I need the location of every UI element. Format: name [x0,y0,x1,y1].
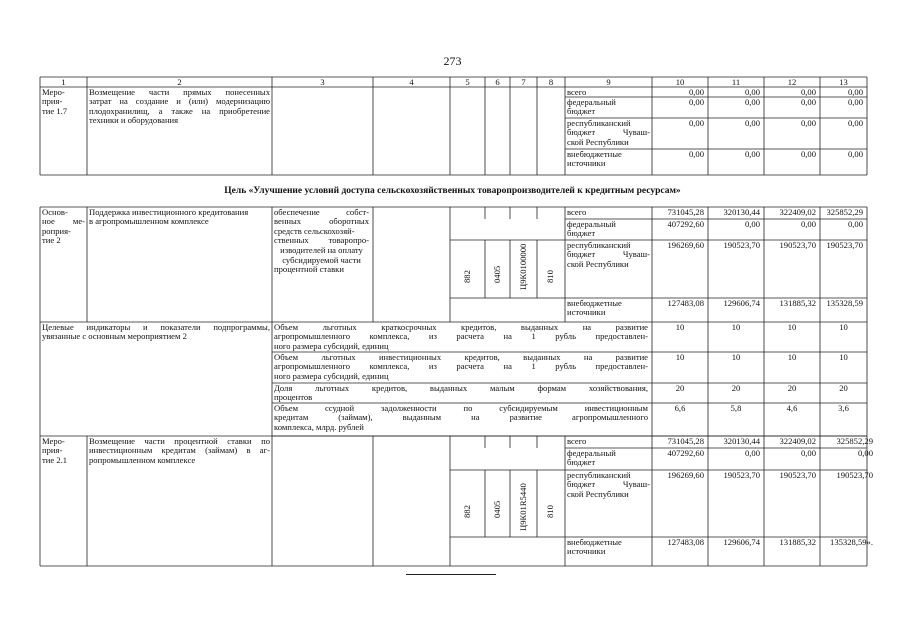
funding-source: федеральный [567,447,616,458]
indicator-text: кредитам (займам), выданным на развитие агропромышленного [274,412,648,423]
indicators-label: Целевые индикаторы и показатели подпрограммы, [42,321,270,332]
funding-value: 0,00 [847,117,863,128]
funding-source: всего [567,206,587,217]
column-number: 9 [606,76,611,87]
funding-value: 135328,59». [830,536,873,547]
indicator-value: 20 [731,382,741,393]
indicator-text: агропромышленного комплекса, из расчета на 1 рубль предоставлен- [274,331,648,342]
funding-value: 0,00 [800,447,816,458]
indicator-value: 20 [675,382,685,393]
indicator-value: 20 [839,382,848,393]
funding-value: 129606,74 [723,536,760,547]
funding-source: ской Республики [567,258,629,269]
funding-source: внебюджетные [567,148,622,159]
funding-value: 0,00 [847,86,863,97]
budget-code: 810 [545,505,555,518]
funding-value: 407292,60 [667,218,704,229]
column-number: 3 [320,76,325,87]
funding-source: федеральный [567,218,616,229]
goal-text: субсидируемой части [282,254,361,265]
column-number: 8 [548,76,554,87]
indicator-value: 6,6 [674,402,686,413]
measure-name: инвестиционным кредитам (займам) в аг- [89,445,270,456]
funding-source: федеральный [567,96,616,107]
funding-value: 190523,70 [779,469,816,480]
funding-value: 407292,60 [667,447,704,458]
funding-value: 129606,74 [723,297,760,308]
funding-source: внебюджетные [567,536,622,547]
funding-value: 190523,70 [826,239,863,250]
indicator-value: 3,6 [838,402,849,413]
funding-source: ской Республики [567,136,629,147]
funding-source: всего [567,86,587,97]
funding-source: ской Республики [567,488,629,499]
funding-value: 0,00 [800,117,816,128]
measure-name: Возмещение части прямых понесенных [89,86,270,97]
funding-value: 325852,29 [826,206,863,217]
funding-value: 0,00 [688,148,704,159]
goal-text: средств сельскохозяй- [274,225,355,236]
indicators-label: увязанные с основным мероприятием 2 [42,331,187,342]
funding-value: 135328,59 [826,297,863,308]
funding-value: 322409,02 [779,435,816,446]
goal-text: ственных товаропро- [274,235,369,246]
goal-text: изводителей на оплату [280,244,363,255]
budget-code: 810 [545,270,555,283]
funding-value: 196269,60 [667,239,704,250]
indicator-value: 10 [675,351,685,362]
funding-value: 190523,70 [723,239,760,250]
funding-value: 0,00 [744,96,760,107]
measure-name: Поддержка инвестиционного кредитования [89,206,249,217]
indicator-text: Объем льготных инвестиционных кредитов, выданных на развитие [274,351,648,362]
row-label: прия- [42,445,63,456]
column-number: 4 [409,76,414,87]
goal-text: обеспечение собст- [274,206,369,217]
funding-value: 325852,29 [836,435,873,446]
funding-value: 0,00 [847,148,863,159]
funding-source: бюджет Чуваш- [567,249,650,260]
column-number: 7 [521,76,526,87]
funding-value: 0,00 [800,148,816,159]
row-label: Основ- [42,206,68,217]
indicator-value: 10 [731,351,741,362]
measure-name: техники и оборудования [89,115,179,126]
funding-source: внебюджетные [567,297,622,308]
indicator-value: 10 [787,351,797,362]
measure-name: затрат на создание и (или) модернизацию [89,96,270,107]
indicator-text: процентов [274,392,313,403]
column-number: 10 [675,76,685,87]
measure-name: в агропромышленном комплексе [89,216,209,227]
funding-value: 0,00 [847,218,863,229]
funding-value: 127483,08 [667,536,704,547]
budget-code: 882 [461,270,472,283]
funding-value: 190523,70 [779,239,816,250]
funding-source: источники [567,307,606,318]
funding-value: 131885,32 [779,536,816,547]
indicator-value: 5,8 [730,402,742,413]
indicator-text: ного размера субсидий, единиц [274,340,389,351]
indicator-text: агропромышленного комплекса, из расчета на 1 рубль предоставлен- [274,361,648,372]
row-label: тие 2.1 [42,454,68,465]
funding-source: всего [567,435,587,446]
funding-source: бюджет [567,457,596,468]
goal-text: процентной ставки [274,264,344,275]
funding-value: 0,00 [744,117,760,128]
funding-source: республиканский [567,117,631,128]
funding-value: 131885,32 [779,297,816,308]
row-label: роприя- [42,225,71,236]
funding-value: 731045,28 [667,206,704,217]
funding-value: 320130,44 [723,206,760,217]
funding-source: источники [567,546,606,557]
indicator-value: 20 [787,382,797,393]
indicator-value: 10 [839,321,848,332]
row-label: тие 1.7 [42,105,68,116]
funding-value: 0,00 [744,148,760,159]
funding-value: 0,00 [688,86,704,97]
indicator-value: 10 [787,321,797,332]
funding-value: 190523,70 [723,469,760,480]
funding-value: 196269,60 [667,469,704,480]
measure-name: ропромышленном комплексе [89,454,196,465]
funding-source: республиканский [567,239,631,250]
indicator-value: 4,6 [786,402,798,413]
column-number: 13 [839,76,848,87]
budget-code: Ц9К0100000 [517,243,528,290]
column-number: 1 [61,76,66,87]
indicator-text: комплекса, млрд. рублей [274,421,364,432]
indicator-value: 10 [731,321,741,332]
indicator-text: Объем льготных краткосрочных кредитов, выданных на развитие [274,321,648,332]
row-label: Меро- [42,435,65,446]
funding-source: источники [567,158,606,169]
column-number: 2 [177,76,182,87]
funding-value: 0,00 [688,117,704,128]
column-number: 6 [495,76,500,87]
indicator-text: ного размера субсидий, единиц [274,370,389,381]
indicator-value: 10 [675,321,685,332]
measure-name: Возмещение части процентной ставки по [89,435,270,446]
funding-value: 127483,08 [667,297,704,308]
page-number: 273 [443,54,462,68]
funding-value: 0,00 [800,86,816,97]
row-label: ное ме- [42,216,85,227]
funding-source: бюджет [567,228,596,239]
goal-heading: Цель «Улучшение условий доступа сельскохозяйственных товаропроизводителей к кредитным ресурсам» [224,186,681,196]
funding-source: бюджет [567,106,596,117]
row-label: Меро- [42,86,65,97]
funding-value: 320130,44 [723,435,760,446]
funding-value: 0,00 [744,86,760,97]
funding-value: 0,00 [744,447,760,458]
measure-name: плодохранилищ, а также на приобретение [89,105,270,116]
funding-value: 0,00 [800,96,816,107]
budget-code: Ц9К01R5440 [517,483,528,531]
funding-value: 0,00 [744,218,760,229]
indicator-text: Объем ссудной задолженности по субсидируемым инвестиционным [274,402,648,413]
indicator-text: Доля льготных кредитов, выданных малым формам хозяйствования, [274,382,648,393]
funding-value: 322409,02 [779,206,816,217]
funding-source: бюджет Чуваш- [567,127,650,138]
funding-value: 0,00 [857,447,873,458]
funding-value: 0,00 [800,218,816,229]
budget-code: 0405 [491,500,502,518]
column-number: 12 [787,76,797,87]
row-label: прия- [42,96,63,107]
budget-code: 0405 [491,265,502,283]
funding-value: 0,00 [688,96,704,107]
goal-text: венных оборотных [274,216,369,227]
funding-source: республиканский [567,469,631,480]
funding-value: 731045,28 [667,435,704,446]
funding-value: 190523,70 [836,469,873,480]
funding-source: бюджет Чуваш- [567,479,650,490]
funding-value: 0,00 [847,96,863,107]
column-number: 5 [465,76,470,87]
column-number: 11 [731,76,741,87]
budget-code: 882 [461,505,472,518]
indicator-value: 10 [839,351,848,362]
row-label: тие 2 [42,235,61,246]
